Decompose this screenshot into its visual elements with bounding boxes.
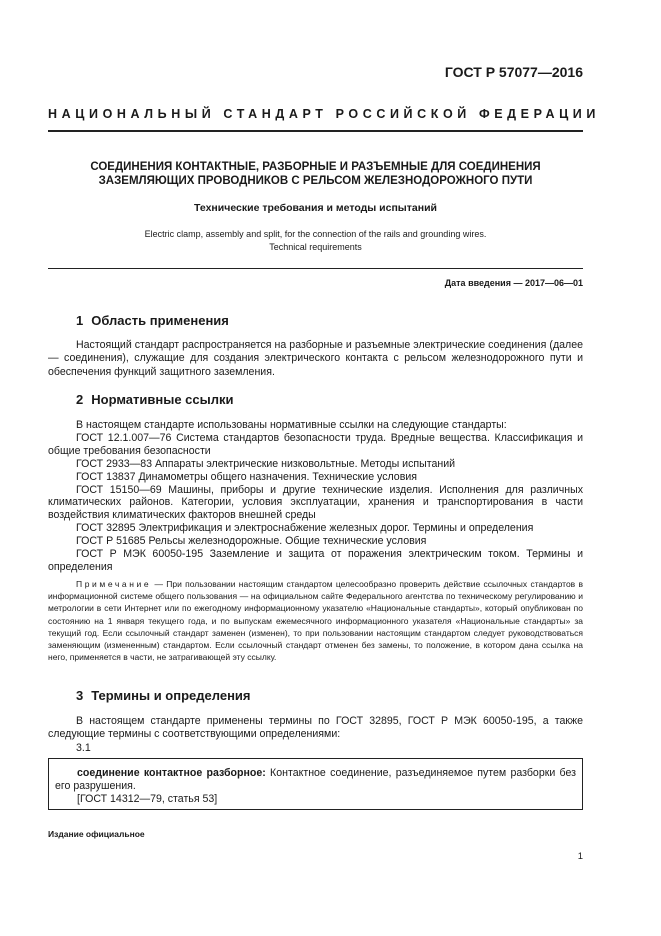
references-note xyxy=(48,578,583,663)
reference-item: ГОСТ 2933—83 Аппараты электрические низковольтные. Методы испытаний xyxy=(76,457,456,470)
normative-references xyxy=(48,419,583,574)
section-1-title: Область применения xyxy=(91,313,229,328)
date-divider xyxy=(48,268,583,269)
term-name: соединение контактное разборное: xyxy=(77,767,266,779)
term-definition-box xyxy=(48,758,583,810)
term-definition-text: Контактное соединение, разъединяемое путем разборки без его разрушения. xyxy=(55,767,576,793)
section-3-number: 3 xyxy=(76,688,84,703)
section-1-number: 1 xyxy=(76,313,84,328)
title-line-1: СОЕДИНЕНИЯ КОНТАКТНЫЕ, РАЗБОРНЫЕ И РАЗЪЕМНЫЕ ДЛЯ СОЕДИНЕНИЯ xyxy=(90,161,541,173)
section-2-title: Нормативные ссылки xyxy=(91,392,234,407)
clause-3-1-number: 3.1 xyxy=(76,742,91,754)
reference-item: ГОСТ Р МЭК 60050-195 Заземление и защита от поражения электрическим током. Термины и определения xyxy=(48,548,583,573)
reference-item: ГОСТ 32895 Электрификация и электроснабжение железных дорог. Термины и определения xyxy=(76,522,534,535)
section-1-text: Настоящий стандарт распространяется на разборные и разъемные электрические соединения (далее — соединения), служащие для создания электрического контакта с рельсом железнодорожного пути и обеспечения функций защитного заземления. xyxy=(48,339,583,378)
header-divider xyxy=(48,130,583,132)
national-standard-banner: НАЦИОНАЛЬНЫЙ СТАНДАРТ РОССИЙСКОЙ ФЕДЕРАЦИИ xyxy=(48,107,600,121)
section-3-title: Термины и определения xyxy=(91,688,251,703)
section-2-heading xyxy=(76,392,233,407)
section-3-text: В настоящем стандарте применены термины по ГОСТ 32895, ГОСТ Р МЭК 60050-195, а также следующие термины с соответствующими определениями: xyxy=(48,715,583,741)
section-2-number: 2 xyxy=(76,392,84,407)
english-title-line-2: Technical requirements xyxy=(269,242,362,252)
reference-item: ГОСТ 13837 Динамометры общего назначения. Технические условия xyxy=(76,470,417,483)
page-number: 1 xyxy=(577,851,583,862)
references-intro: В настоящем стандарте использованы нормативные ссылки на следующие стандарты: xyxy=(76,419,507,431)
document-code: ГОСТ Р 57077—2016 xyxy=(444,64,583,80)
document-title xyxy=(48,160,583,188)
note-text: — При пользовании настоящим стандартом целесообразно проверить действие ссылочных стандартов в информационной системе общего пользования — на официальном сайте Федерального агентства по техническому регулированию и метрологии в сети Интернет или по ежегодному информационному указателю «Национальные стандарты», который опубликован по состоянию на 1 января текущего года, и по выпускам ежемесячного информационного указателя «Национальные стандарты» за текущий год. Если ссылочный стандарт заменен (изменен), то при пользовании настоящим стандартом следует руководствоваться заменяющим (измененным) стандартом. Если ссылочный стандарт отменен без замены, то положение, в котором дана ссылка на него, применяется в части, не затрагивающей эту ссылку. xyxy=(48,579,583,663)
note-label: Примечание xyxy=(76,579,152,589)
term-source: [ГОСТ 14312—79, статья 53] xyxy=(77,793,218,806)
section-3-heading xyxy=(76,688,251,703)
official-edition-label: Издание официальное xyxy=(48,829,145,839)
english-title xyxy=(48,228,583,254)
introduction-date: Дата введения — 2017—06—01 xyxy=(444,278,583,288)
reference-item: ГОСТ 15150—69 Машины, приборы и другие технические изделия. Исполнения для различных климатических районов. Категории, условия эксплуатации, хранения и транспортирования в части воздействия климатических факторов внешней среды xyxy=(48,483,583,522)
reference-item: ГОСТ 12.1.007—76 Система стандартов безопасности труда. Вредные вещества. Классификация и общие требования безопасности xyxy=(48,431,583,457)
term-definition xyxy=(55,767,576,807)
title-line-2: ЗАЗЕМЛЯЮЩИХ ПРОВОДНИКОВ С РЕЛЬСОМ ЖЕЛЕЗНОДОРОЖНОГО ПУТИ xyxy=(98,175,533,187)
reference-item: ГОСТ Р 51685 Рельсы железнодорожные. Общие технические условия xyxy=(76,535,427,548)
english-title-line-1: Electric clamp, assembly and split, for the connection of the rails and grounding wires. xyxy=(144,229,487,239)
document-subtitle: Технические требования и методы испытаний xyxy=(194,202,437,214)
section-1-heading xyxy=(76,313,229,328)
